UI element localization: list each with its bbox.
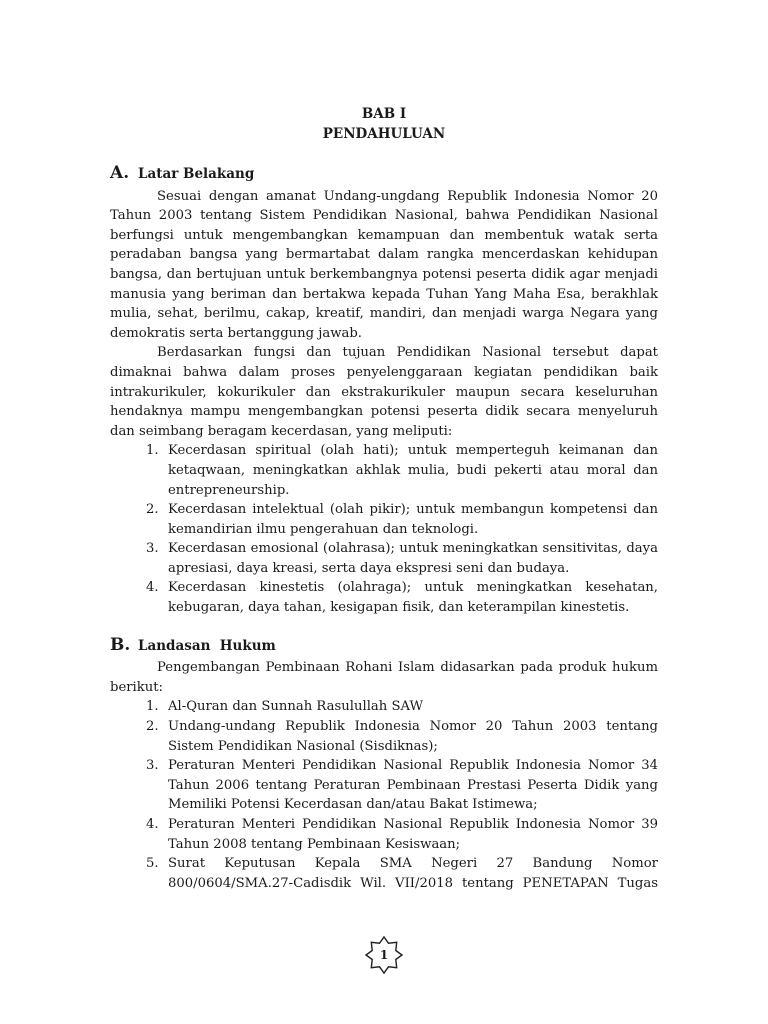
section-a-title: Latar Belakang	[138, 166, 255, 182]
list-item-number: 3.	[146, 541, 159, 557]
chapter-title: PENDAHULUAN	[322, 126, 446, 142]
list-item-number: 2.	[146, 502, 159, 518]
list-item-text: Kecerdasan intelektual (olah pikir); untuk membangun kompetensi dan kemandirian ilmu pengerahuan dan teknologi.	[168, 502, 658, 537]
list-item-number: 4.	[146, 817, 159, 832]
list-item-text: Peraturan Menteri Pendidikan Nasional Republik Indonesia Nomor 34 Tahun 2006 tentang Peraturan Pembinaan Prestasi Peserta Didik yang Memiliki Potensi Kecerdasan dan/atau Bakat Istimewa;	[168, 758, 658, 813]
list-item	[110, 854, 658, 893]
section-b-title: Landasan Hukum	[138, 637, 276, 654]
list-item	[110, 756, 658, 815]
list-item-text: Al-Quran dan Sunnah Rasulullah SAW	[168, 699, 424, 715]
page-number-badge	[363, 934, 405, 976]
section-b-list	[110, 697, 658, 893]
section-b	[110, 636, 658, 894]
list-item	[110, 441, 658, 500]
list-item-number: 4.	[146, 580, 159, 596]
list-item-number: 5.	[146, 856, 159, 872]
list-item	[110, 717, 658, 756]
list-item-text: Surat Keputusan Kepala SMA Negeri 27 Bandung Nomor 800/0604/SMA.27-Cadisdik Wil. VII/2018 tentang PENETAPAN Tugas	[168, 856, 658, 891]
list-item-number: 3.	[146, 758, 159, 774]
list-item	[110, 500, 658, 539]
list-item	[110, 815, 658, 854]
section-a-paragraph-1: Sesuai dengan amanat Undang-ungdang Republik Indonesia Nomor 20 Tahun 2003 tentang Sistem Pendidikan Nasional, bahwa Pendidikan Nasional berfungsi untuk mengembangkan kemampuan dan membentuk watak serta peradaban bangsa yang bermartabat dalam rangka mencerdaskan kehidupan bangsa, dan bertujuan untuk berkembangnya potensi peserta didik agar menjadi manusia yang beriman dan bertakwa kepada Tuhan Yang Maha Esa, berakhlak mulia, sehat, berilmu, cakap, kreatif, mandiri, dan menjadi warga Negara yang demokratis serta bertanggung jawab.	[110, 188, 658, 341]
section-b-heading	[110, 636, 658, 657]
section-a-list	[110, 441, 658, 617]
section-a-paragraph-2: Berdasarkan fungsi dan tujuan Pendidikan Nasional tersebut dapat dimaknai bahwa dalam proses penyelenggaraan kegiatan pendidikan baik intrakurikuler, kokurikuler dan ekstrakurikuler maupun secara keseluruhan hendaknya mampu mengembangkan potensi peserta didik secara menyeluruh dan seimbang beragam kecerdasan, yang meliputi:	[110, 345, 658, 439]
chapter-heading	[110, 104, 658, 144]
page-number: 1	[379, 948, 389, 962]
section-a-letter: A.	[110, 163, 130, 183]
list-item-text: Kecerdasan kinestetis (olahraga); untuk meningkatkan kesehatan, kebugaran, daya tahan, kesigapan fisik, dan keterampilan kinestetis.	[168, 580, 658, 616]
section-b-paragraph-1: Pengembangan Pembinaan Rohani Islam didasarkan pada produk hukum berikut:	[110, 660, 658, 695]
list-item-text: Peraturan Menteri Pendidikan Nasional Republik Indonesia Nomor 39 Tahun 2008 tentang Pembinaan Kesiswaan;	[168, 817, 658, 852]
list-item-number: 2.	[146, 719, 159, 735]
list-item-text: Kecerdasan spiritual (olah hati); untuk memperteguh keimanan dan ketaqwaan, meningkatkan akhlak mulia, budi pekerti atau moral dan entrepreneurship.	[168, 443, 658, 498]
list-item-number: 1.	[146, 443, 159, 459]
list-item	[110, 539, 658, 578]
list-item-text: Undang-undang Republik Indonesia Nomor 20 Tahun 2003 tentang Sistem Pendidikan Nasional (Sisdiknas);	[168, 719, 658, 754]
list-item	[110, 697, 658, 717]
chapter-number: BAB I	[361, 106, 407, 122]
list-item-text: Kecerdasan emosional (olahrasa); untuk meningkatkan sensitivitas, daya apresiasi, daya kreasi, serta daya ekspresi seni dan budaya.	[168, 541, 658, 576]
list-item	[110, 578, 658, 617]
section-b-letter: B.	[110, 634, 131, 655]
document-page	[110, 104, 658, 893]
list-item-number: 1.	[146, 699, 159, 715]
section-a	[110, 164, 658, 618]
section-a-heading	[110, 164, 658, 185]
